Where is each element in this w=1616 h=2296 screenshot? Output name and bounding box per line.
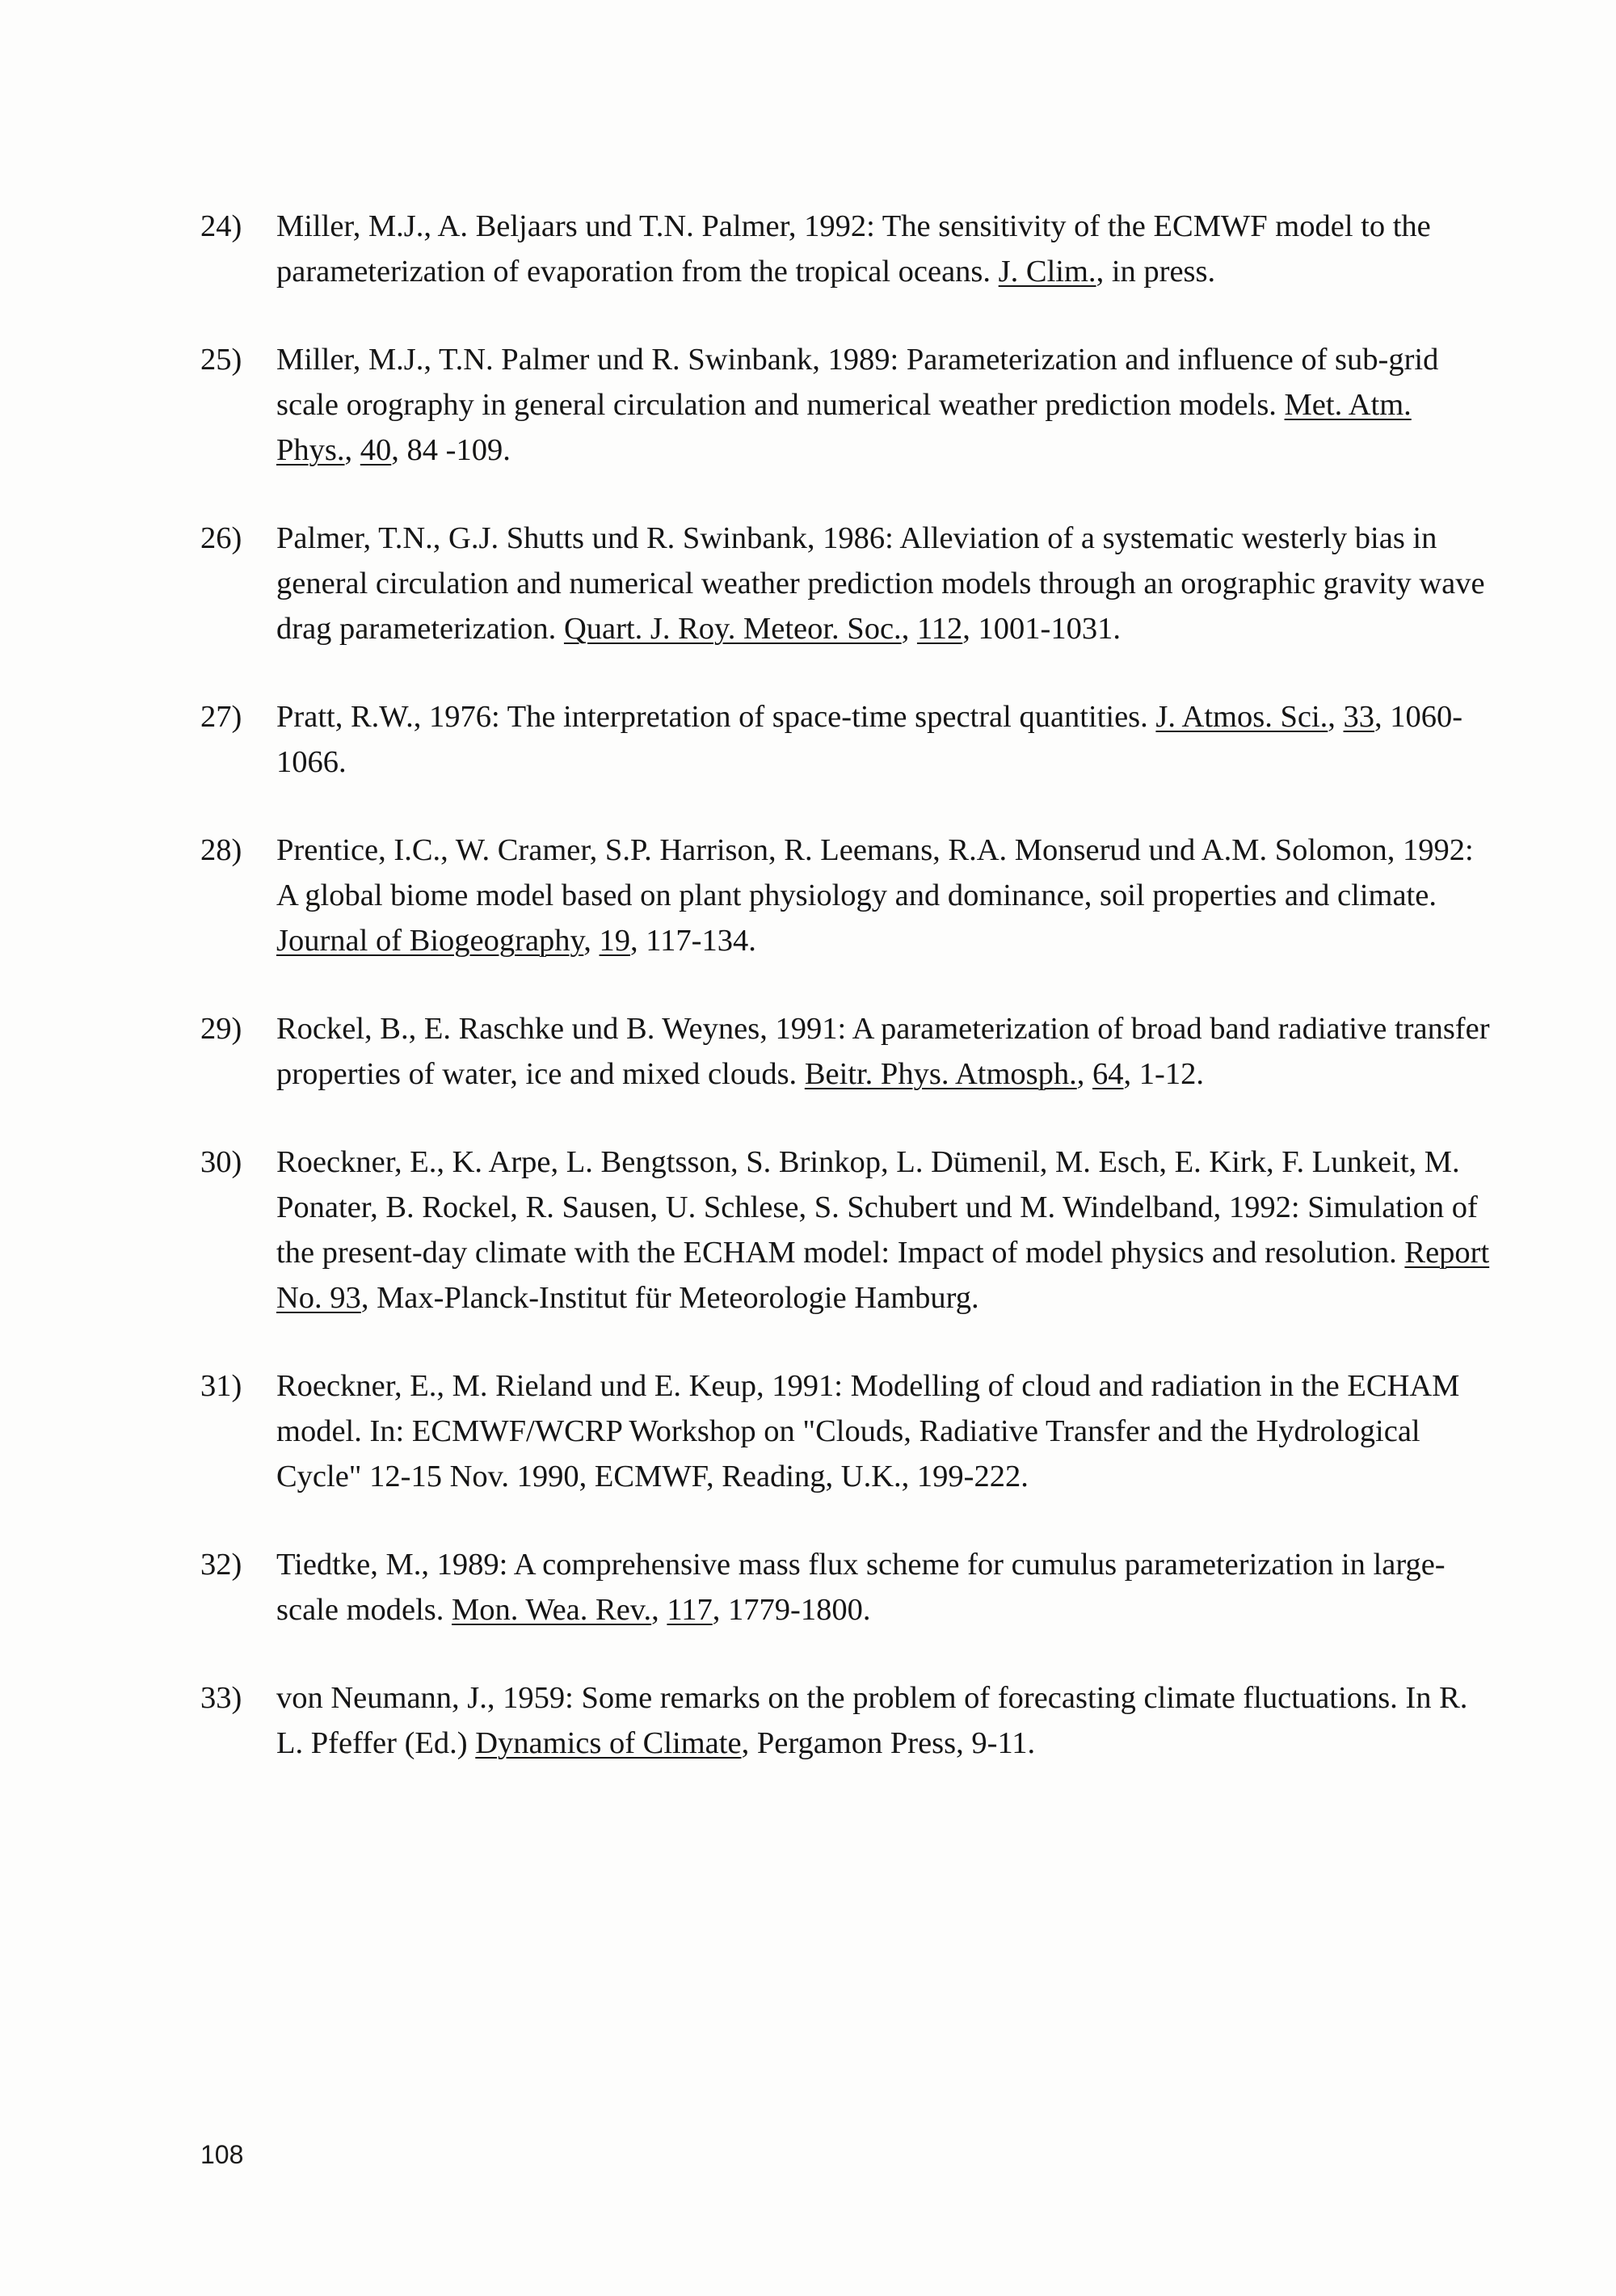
reference-text: [276, 694, 1493, 785]
reference-text: [276, 1675, 1493, 1766]
reference-text: [276, 516, 1493, 651]
reference-text-part: , in press.: [1096, 255, 1216, 289]
book-title: Dynamics of Climate: [475, 1726, 742, 1760]
reference-26: [200, 516, 1493, 651]
reference-30: [200, 1140, 1493, 1321]
journal-name: Journal of Biogeography: [276, 924, 584, 958]
reference-27: [200, 694, 1493, 785]
reference-list: [200, 204, 1493, 1809]
reference-text-part: , 117-134.: [630, 924, 756, 958]
reference-text-part: , Pergamon Press, 9-11.: [741, 1726, 1036, 1760]
reference-text: [276, 828, 1493, 963]
reference-number: 33): [200, 1681, 242, 1715]
reference-text: [276, 1363, 1493, 1499]
reference-text-part: ,: [1076, 1057, 1092, 1091]
reference-text-part: von Neumann, J., 1959: Some remarks on the problem of forecasting climate fluctuations. In R. L. Pfeffer (Ed.): [276, 1681, 1468, 1760]
reference-32: [200, 1542, 1493, 1632]
report-name: Report No. 93: [276, 1236, 1490, 1315]
reference-text-part: , 1-12.: [1123, 1057, 1204, 1091]
reference-text-part: ,: [1328, 700, 1344, 734]
reference-number: 26): [200, 521, 242, 555]
reference-text-part: Roeckner, E., M. Rieland und E. Keup, 1991: Modelling of cloud and radiation in the ECHAM model. In: ECMWF/WCRP Workshop on "Clouds, Radiative Transfer and the Hydrological Cycle" 12-15 Nov. 1990, ECMWF, Reading, U.K., 199-222.: [276, 1369, 1460, 1493]
reference-text-part: , 1060-1066.: [276, 700, 1463, 779]
reference-33: [200, 1675, 1493, 1766]
reference-number: 25): [200, 343, 242, 377]
reference-text-part: , 84 -109.: [391, 433, 511, 467]
journal-name: Quart. J. Roy. Meteor. Soc.: [563, 612, 902, 646]
reference-text: [276, 1006, 1493, 1097]
journal-name: Beitr. Phys. Atmosph.: [804, 1057, 1077, 1091]
reference-text-part: ,: [651, 1593, 667, 1627]
journal-volume: 64: [1092, 1057, 1124, 1091]
reference-text-part: , Max-Planck-Institut für Meteorologie Hamburg.: [360, 1281, 979, 1315]
reference-number: 27): [200, 700, 242, 734]
reference-number: 29): [200, 1012, 242, 1046]
journal-name: Mon. Wea. Rev.: [452, 1593, 652, 1627]
reference-text-part: ,: [583, 924, 600, 958]
reference-text: [276, 337, 1493, 473]
reference-31: [200, 1363, 1493, 1499]
reference-text-part: , 1001-1031.: [962, 612, 1121, 646]
reference-number: 28): [200, 833, 242, 867]
reference-text-part: ,: [901, 612, 917, 646]
reference-text-part: Miller, M.J., T.N. Palmer und R. Swinbank, 1989: Parameterization and influence of sub-grid scale orography in general circulation and numerical weather prediction models.: [276, 343, 1439, 422]
journal-volume: 117: [667, 1593, 713, 1627]
reference-text-part: Rockel, B., E. Raschke und B. Weynes, 1991: A parameterization of broad band radiative transfer properties of water, ice and mixed clouds.: [276, 1012, 1490, 1091]
reference-number: 24): [200, 209, 242, 243]
reference-text-part: Prentice, I.C., W. Cramer, S.P. Harrison, R. Leemans, R.A. Monserud und A.M. Solomon, 1992: A global biome model based on plant physiology and dominance, soil properties and climate.: [276, 833, 1474, 912]
reference-28: [200, 828, 1493, 963]
reference-text: [276, 1140, 1493, 1321]
journal-volume: 33: [1343, 700, 1375, 734]
reference-number: 31): [200, 1369, 242, 1403]
journal-volume: 112: [916, 612, 963, 646]
reference-number: 32): [200, 1548, 242, 1582]
page-number: 108: [200, 2140, 244, 2169]
journal-name: Met. Atm. Phys.: [276, 388, 1412, 467]
reference-text: [276, 204, 1493, 294]
reference-text: [276, 1542, 1493, 1632]
reference-text-part: Pratt, R.W., 1976: The interpretation of space-time spectral quantities.: [276, 700, 1156, 734]
reference-25: [200, 337, 1493, 473]
journal-volume: 19: [599, 924, 631, 958]
reference-text-part: Roeckner, E., K. Arpe, L. Bengtsson, S. Brinkop, L. Dümenil, M. Esch, E. Kirk, F. Lunkeit, M. Ponater, B. Rockel, R. Sausen, U. Schlese, S. Schubert und M. Windelband, 1992: Simulation of the present-day climate with the ECHAM model: Impact of model physics and resolution.: [276, 1145, 1478, 1270]
journal-volume: 40: [360, 433, 392, 467]
journal-name: J. Atmos. Sci.: [1155, 700, 1328, 734]
reference-text-part: Tiedtke, M., 1989: A comprehensive mass flux scheme for cumulus parameterization in large-scale models.: [276, 1548, 1446, 1627]
reference-29: [200, 1006, 1493, 1097]
reference-text-part: Miller, M.J., A. Beljaars und T.N. Palmer, 1992: The sensitivity of the ECMWF model to the parameterization of evaporation from the tropical oceans.: [276, 209, 1431, 289]
reference-text-part: ,: [344, 433, 360, 467]
reference-text-part: Palmer, T.N., G.J. Shutts und R. Swinbank, 1986: Alleviation of a systematic westerly bias in general circulation and numerical weather prediction models through an orographic gravity wave drag parameterization.: [276, 521, 1485, 646]
reference-24: [200, 204, 1493, 294]
reference-text-part: , 1779-1800.: [712, 1593, 871, 1627]
reference-number: 30): [200, 1145, 242, 1179]
journal-name: J. Clim.: [998, 255, 1096, 289]
